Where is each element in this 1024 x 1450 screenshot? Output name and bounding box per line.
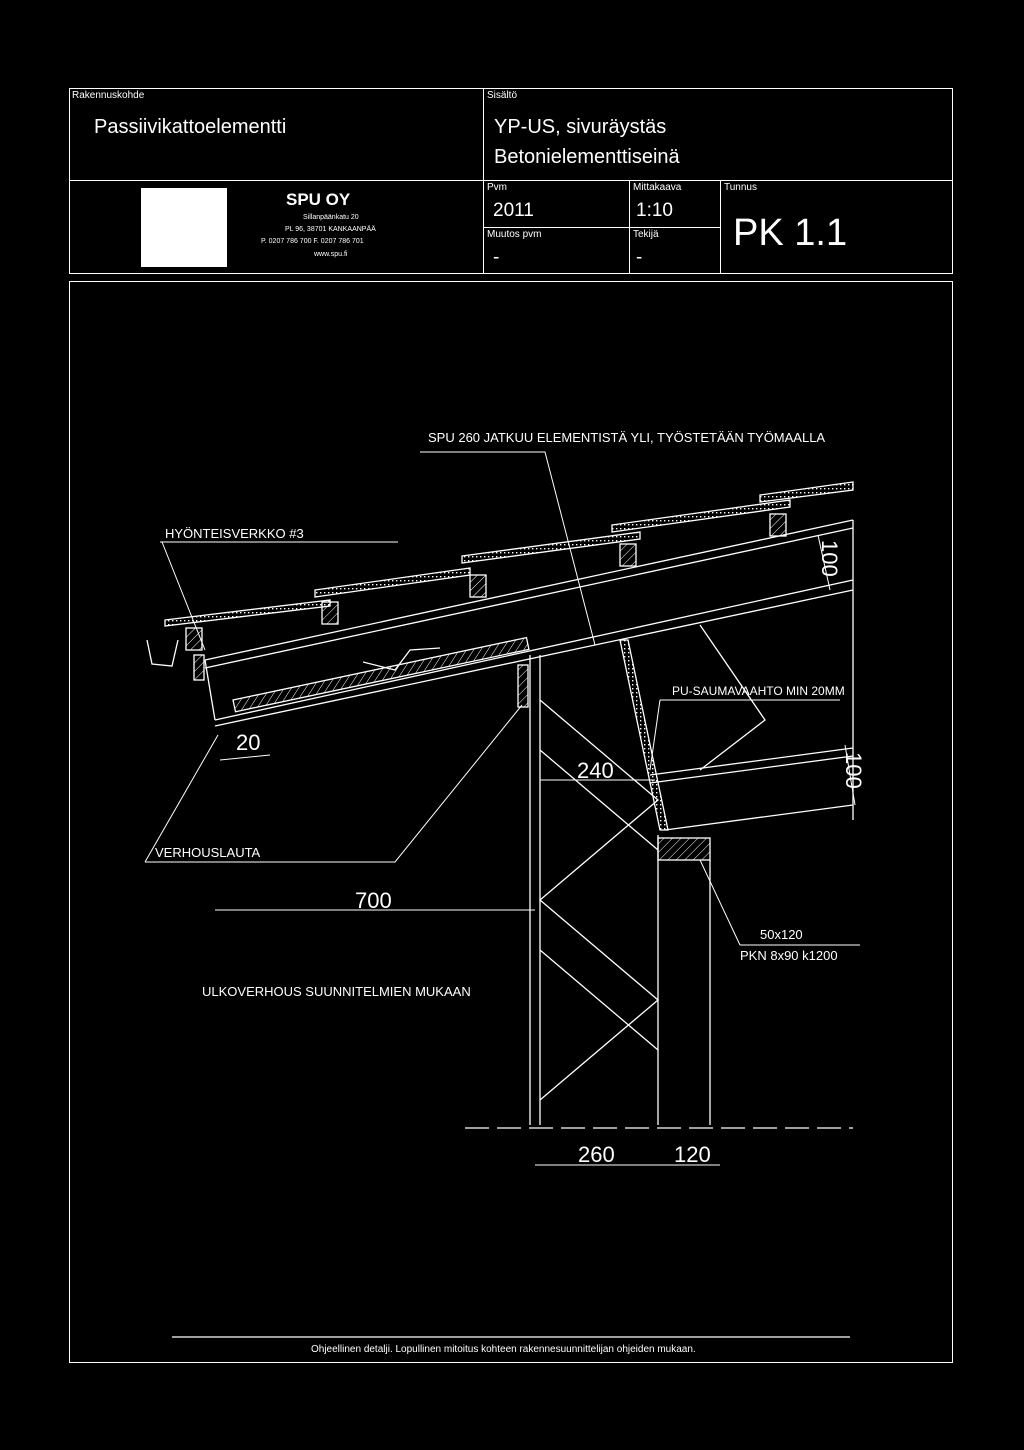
note-pkn: PKN 8x90 k1200 bbox=[740, 948, 838, 963]
author-value: - bbox=[636, 247, 643, 268]
dim-100-top: 100 bbox=[817, 540, 842, 577]
code-label: Tunnus bbox=[724, 182, 757, 193]
note-spu-continues: SPU 260 JATKUU ELEMENTISTÄ YLI, TYÖSTETÄÄN TYÖMAALLA bbox=[428, 430, 826, 445]
dim-20: 20 bbox=[236, 730, 261, 755]
company-name: SPU OY bbox=[286, 190, 351, 209]
dim-260: 260 bbox=[578, 1142, 615, 1167]
gutter bbox=[147, 640, 178, 666]
project-label: Rakennuskohde bbox=[72, 90, 145, 101]
fascia-board bbox=[194, 655, 204, 680]
scale-value: 1:10 bbox=[636, 200, 673, 221]
date-value: 2011 bbox=[493, 200, 534, 221]
footer-note: Ohjeellinen detalji. Lopullinen mitoitus kohteen rakennesuunnittelijan ohjeiden mukaan. bbox=[311, 1344, 696, 1355]
scale-label: Mittakaava bbox=[633, 182, 682, 193]
content-label: Sisältö bbox=[487, 90, 518, 101]
company-address1: Sillanpäänkatu 20 bbox=[303, 214, 359, 221]
note-board: VERHOUSLAUTA bbox=[155, 845, 261, 860]
content-line2: Betonielementtiseinä bbox=[494, 146, 680, 168]
revision-label: Muutos pvm bbox=[487, 229, 542, 240]
company-address2: PL 96, 38701 KANKAANPÄÄ bbox=[285, 226, 376, 233]
author-label: Tekijä bbox=[633, 229, 659, 240]
dim-100-bottom: 100 bbox=[841, 752, 866, 789]
dim-120: 120 bbox=[674, 1142, 711, 1167]
note-timber: 50x120 bbox=[760, 927, 803, 942]
dim-700: 700 bbox=[355, 888, 392, 913]
roof-tiles bbox=[165, 482, 853, 650]
revision-value: - bbox=[493, 247, 500, 268]
project-value: Passiivikattoelementti bbox=[94, 116, 287, 138]
content-line1: YP-US, sivuräystäs bbox=[494, 116, 667, 138]
company-web: www.spu.fi bbox=[314, 251, 348, 258]
date-label: Pvm bbox=[487, 182, 507, 193]
dim-240: 240 bbox=[577, 758, 614, 783]
code-value: PK 1.1 bbox=[733, 212, 848, 254]
dimension-lines bbox=[215, 535, 855, 1165]
company-phone: P. 0207 786 700 F. 0207 786 701 bbox=[261, 238, 364, 245]
note-insect-net: HYÖNTEISVERKKO #3 bbox=[165, 526, 304, 541]
note-foam: PU-SAUMAVAAHTO MIN 20MM bbox=[672, 684, 845, 698]
wall-section bbox=[518, 640, 710, 1125]
note-cladding: ULKOVERHOUS SUUNNITELMIEN MUKAAN bbox=[202, 984, 471, 999]
